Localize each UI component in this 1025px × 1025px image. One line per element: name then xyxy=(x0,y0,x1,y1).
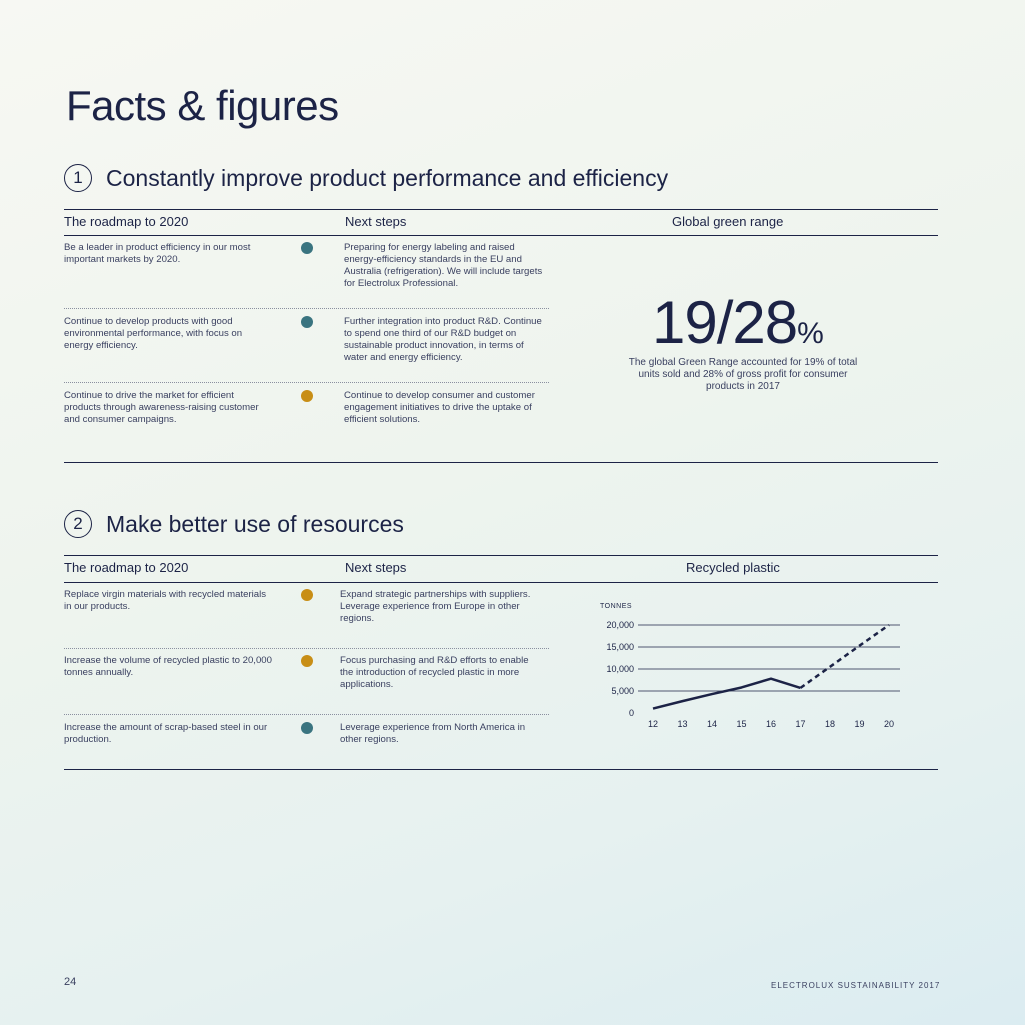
status-dot xyxy=(301,655,313,667)
x-tick-label: 19 xyxy=(854,719,865,729)
green-range-caption: The global Green Range accounted for 19% of total units sold and 28% of gross profit for consumer products in 2017 xyxy=(628,357,858,392)
section-1-bottom-rule xyxy=(64,462,938,463)
row-divider xyxy=(64,648,549,649)
x-tick-label: 18 xyxy=(824,719,836,729)
stat-value: 19/28 xyxy=(652,289,798,356)
publication-name: ELECTROLUX SUSTAINABILITY 2017 xyxy=(771,981,941,990)
roadmap-cell: Increase the amount of scrap-based steel in our production. xyxy=(64,722,268,745)
x-tick-label: 17 xyxy=(795,719,806,729)
series-line-actual xyxy=(653,679,801,709)
x-tick-label: 13 xyxy=(677,719,688,729)
next-steps-cell: Preparing for energy labeling and raised energy-efficiency standards in the EU and Australia (refrigeration). We will include targets for Electrolux Professional. xyxy=(344,242,543,289)
next-steps-cell: Continue to develop consumer and customer engagement initiatives to drive the uptake of efficient solutions. xyxy=(344,390,535,425)
next-steps-cell: Expand strategic partnerships with suppliers. Leverage experience from Europe in other regions. xyxy=(340,589,531,624)
header-bottom-rule xyxy=(64,582,938,583)
y-tick-label: 5,000 xyxy=(611,686,634,696)
page-number: 24 xyxy=(64,976,77,988)
section-1-header xyxy=(64,164,668,192)
status-dot xyxy=(301,589,313,601)
recycled-plastic-chart xyxy=(590,595,910,735)
roadmap-cell: Replace virgin materials with recycled materials in our products. xyxy=(64,589,267,612)
row-divider xyxy=(64,714,549,715)
stat-unit: % xyxy=(797,317,823,350)
section-2-header xyxy=(64,510,404,538)
section-title: Make better use of resources xyxy=(106,510,404,537)
status-dot xyxy=(301,722,313,734)
next-steps-cell: Focus purchasing and R&D efforts to enable the introduction of recycled plastic in more applications. xyxy=(340,655,529,690)
y-tick-label: 10,000 xyxy=(606,664,634,674)
x-tick-label: 12 xyxy=(647,719,659,729)
row-divider xyxy=(64,308,549,309)
roadmap-cell: Be a leader in product efficiency in our most important markets by 2020. xyxy=(64,242,251,265)
page-title: Facts & figures xyxy=(66,82,339,129)
col-header-roadmap: The roadmap to 2020 xyxy=(64,214,189,229)
section-number-badge: 1 xyxy=(64,164,92,192)
x-tick-label: 20 xyxy=(883,719,895,729)
row-divider xyxy=(64,382,549,383)
section-number-badge: 2 xyxy=(64,510,92,538)
status-dot xyxy=(301,242,313,254)
section-title: Constantly improve product performance and efficiency xyxy=(106,164,669,191)
col-header-next-steps: Next steps xyxy=(345,214,407,229)
roadmap-cell: Continue to develop products with good environmental performance, with focus on energy efficiency. xyxy=(64,316,243,351)
next-steps-cell: Leverage experience from North America in other regions. xyxy=(340,722,526,745)
green-range-stat xyxy=(652,288,823,357)
header-top-rule xyxy=(64,555,938,556)
next-steps-cell: Further integration into product R&D. Continue to spend one third of our R&D budget on sustainable product innovation, in terms of water and energy efficiency. xyxy=(344,316,542,363)
x-tick-label: 15 xyxy=(736,719,747,729)
col-header-recycled-plastic: Recycled plastic xyxy=(686,560,780,575)
y-tick-label: 15,000 xyxy=(606,642,634,652)
y-tick-label: 0 xyxy=(628,708,634,718)
status-dot xyxy=(301,390,313,402)
y-tick-label: 20,000 xyxy=(606,620,634,630)
col-header-next-steps: Next steps xyxy=(345,560,407,575)
series-line-target xyxy=(801,625,890,688)
x-tick-label: 14 xyxy=(706,719,718,729)
y-axis-label: TONNES xyxy=(600,603,633,610)
header-top-rule xyxy=(64,209,938,210)
col-header-roadmap: The roadmap to 2020 xyxy=(64,560,189,575)
status-dot xyxy=(301,316,313,328)
roadmap-cell: Increase the volume of recycled plastic to 20,000 tonnes annually. xyxy=(64,655,272,678)
header-bottom-rule xyxy=(64,235,938,236)
col-header-green-range: Global green range xyxy=(672,214,784,229)
x-tick-label: 16 xyxy=(765,719,777,729)
roadmap-cell: Continue to drive the market for efficient products through awareness-raising customer and consumer campaigns. xyxy=(64,390,259,425)
section-2-bottom-rule xyxy=(64,769,938,770)
